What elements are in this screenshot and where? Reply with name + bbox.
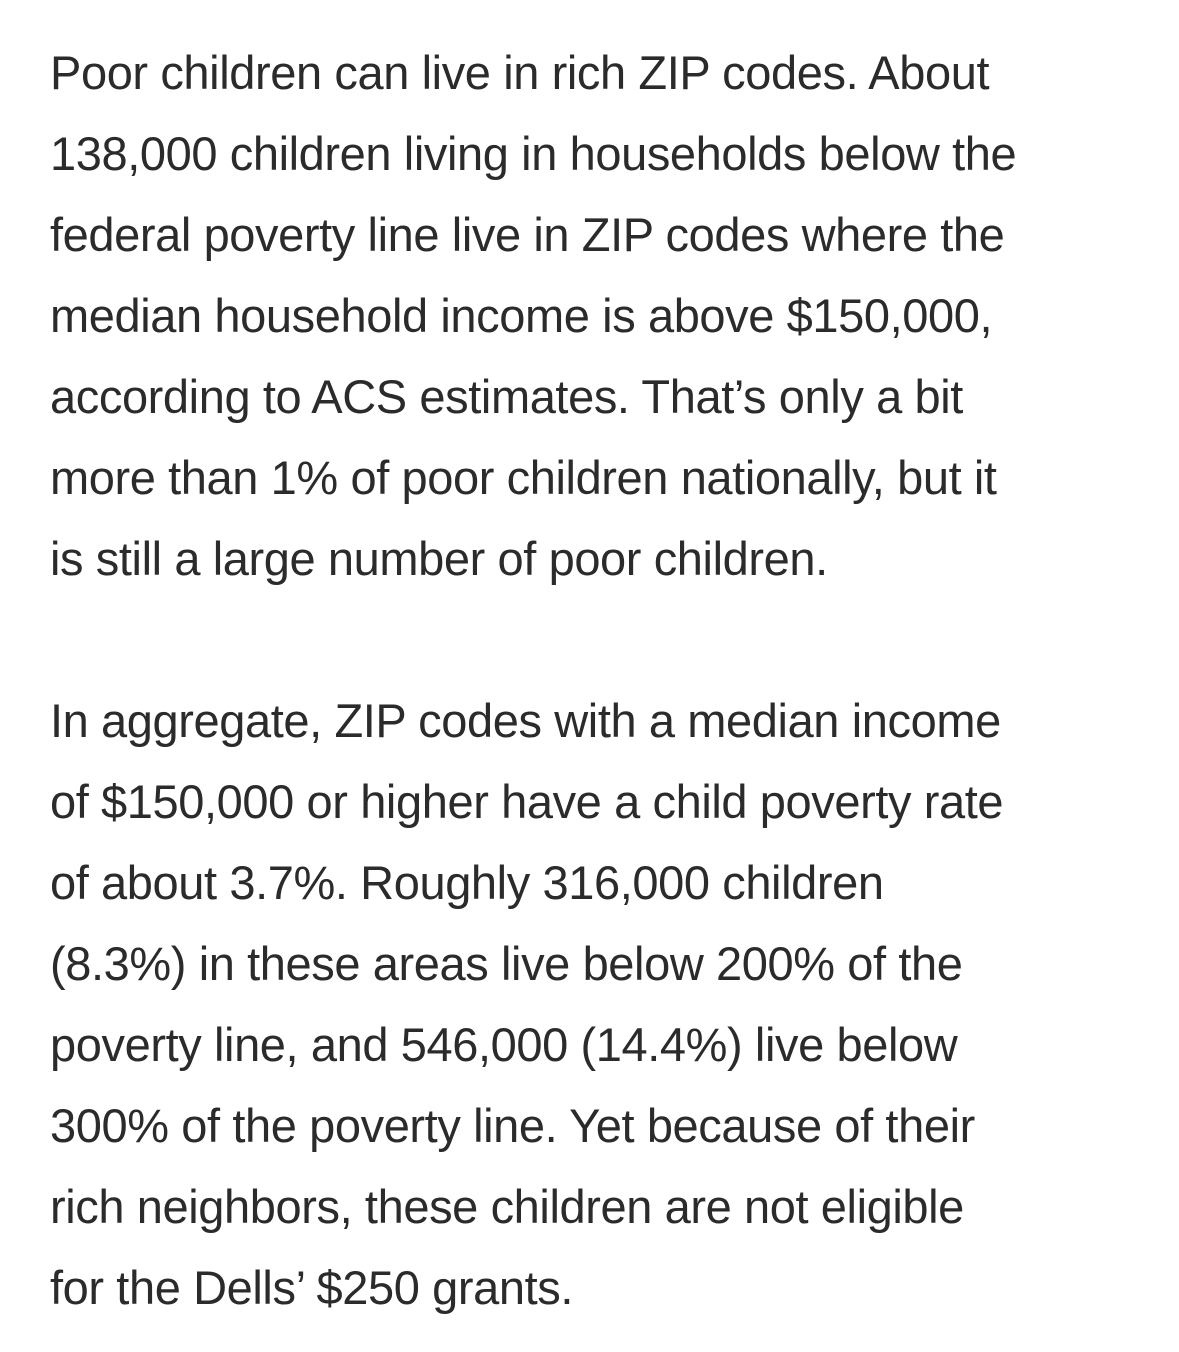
text-line: rich neighbors, these children are not eligible [50, 1180, 964, 1233]
text-line: 138,000 children living in households below the [50, 127, 1017, 180]
text-line: 300% of the poverty line. Yet because of their [50, 1099, 975, 1152]
paragraph-aggregate-poverty-rate [50, 680, 1150, 1328]
text-line: of $150,000 or higher have a child poverty rate [50, 775, 1004, 828]
paragraph-spacer [50, 599, 1150, 680]
text-line: In aggregate, ZIP codes with a median income [50, 694, 1001, 747]
text-line: more than 1% of poor children nationally, but it [50, 451, 997, 504]
text-line: (8.3%) in these areas live below 200% of the [50, 937, 963, 990]
text-line: Poor children can live in rich ZIP codes. About [50, 46, 990, 99]
text-line: federal poverty line live in ZIP codes where the [50, 208, 1005, 261]
paragraph-rich-zip-poverty [50, 32, 1150, 599]
text-line: of about 3.7%. Roughly 316,000 children [50, 856, 884, 909]
article-body [50, 32, 1150, 1328]
text-line: according to ACS estimates. That’s only a bit [50, 370, 963, 423]
text-line: median household income is above $150,000, [50, 289, 993, 342]
text-line: is still a large number of poor children. [50, 532, 828, 585]
text-line: poverty line, and 546,000 (14.4%) live below [50, 1018, 958, 1071]
text-line: for the Dells’ $250 grants. [50, 1261, 574, 1314]
